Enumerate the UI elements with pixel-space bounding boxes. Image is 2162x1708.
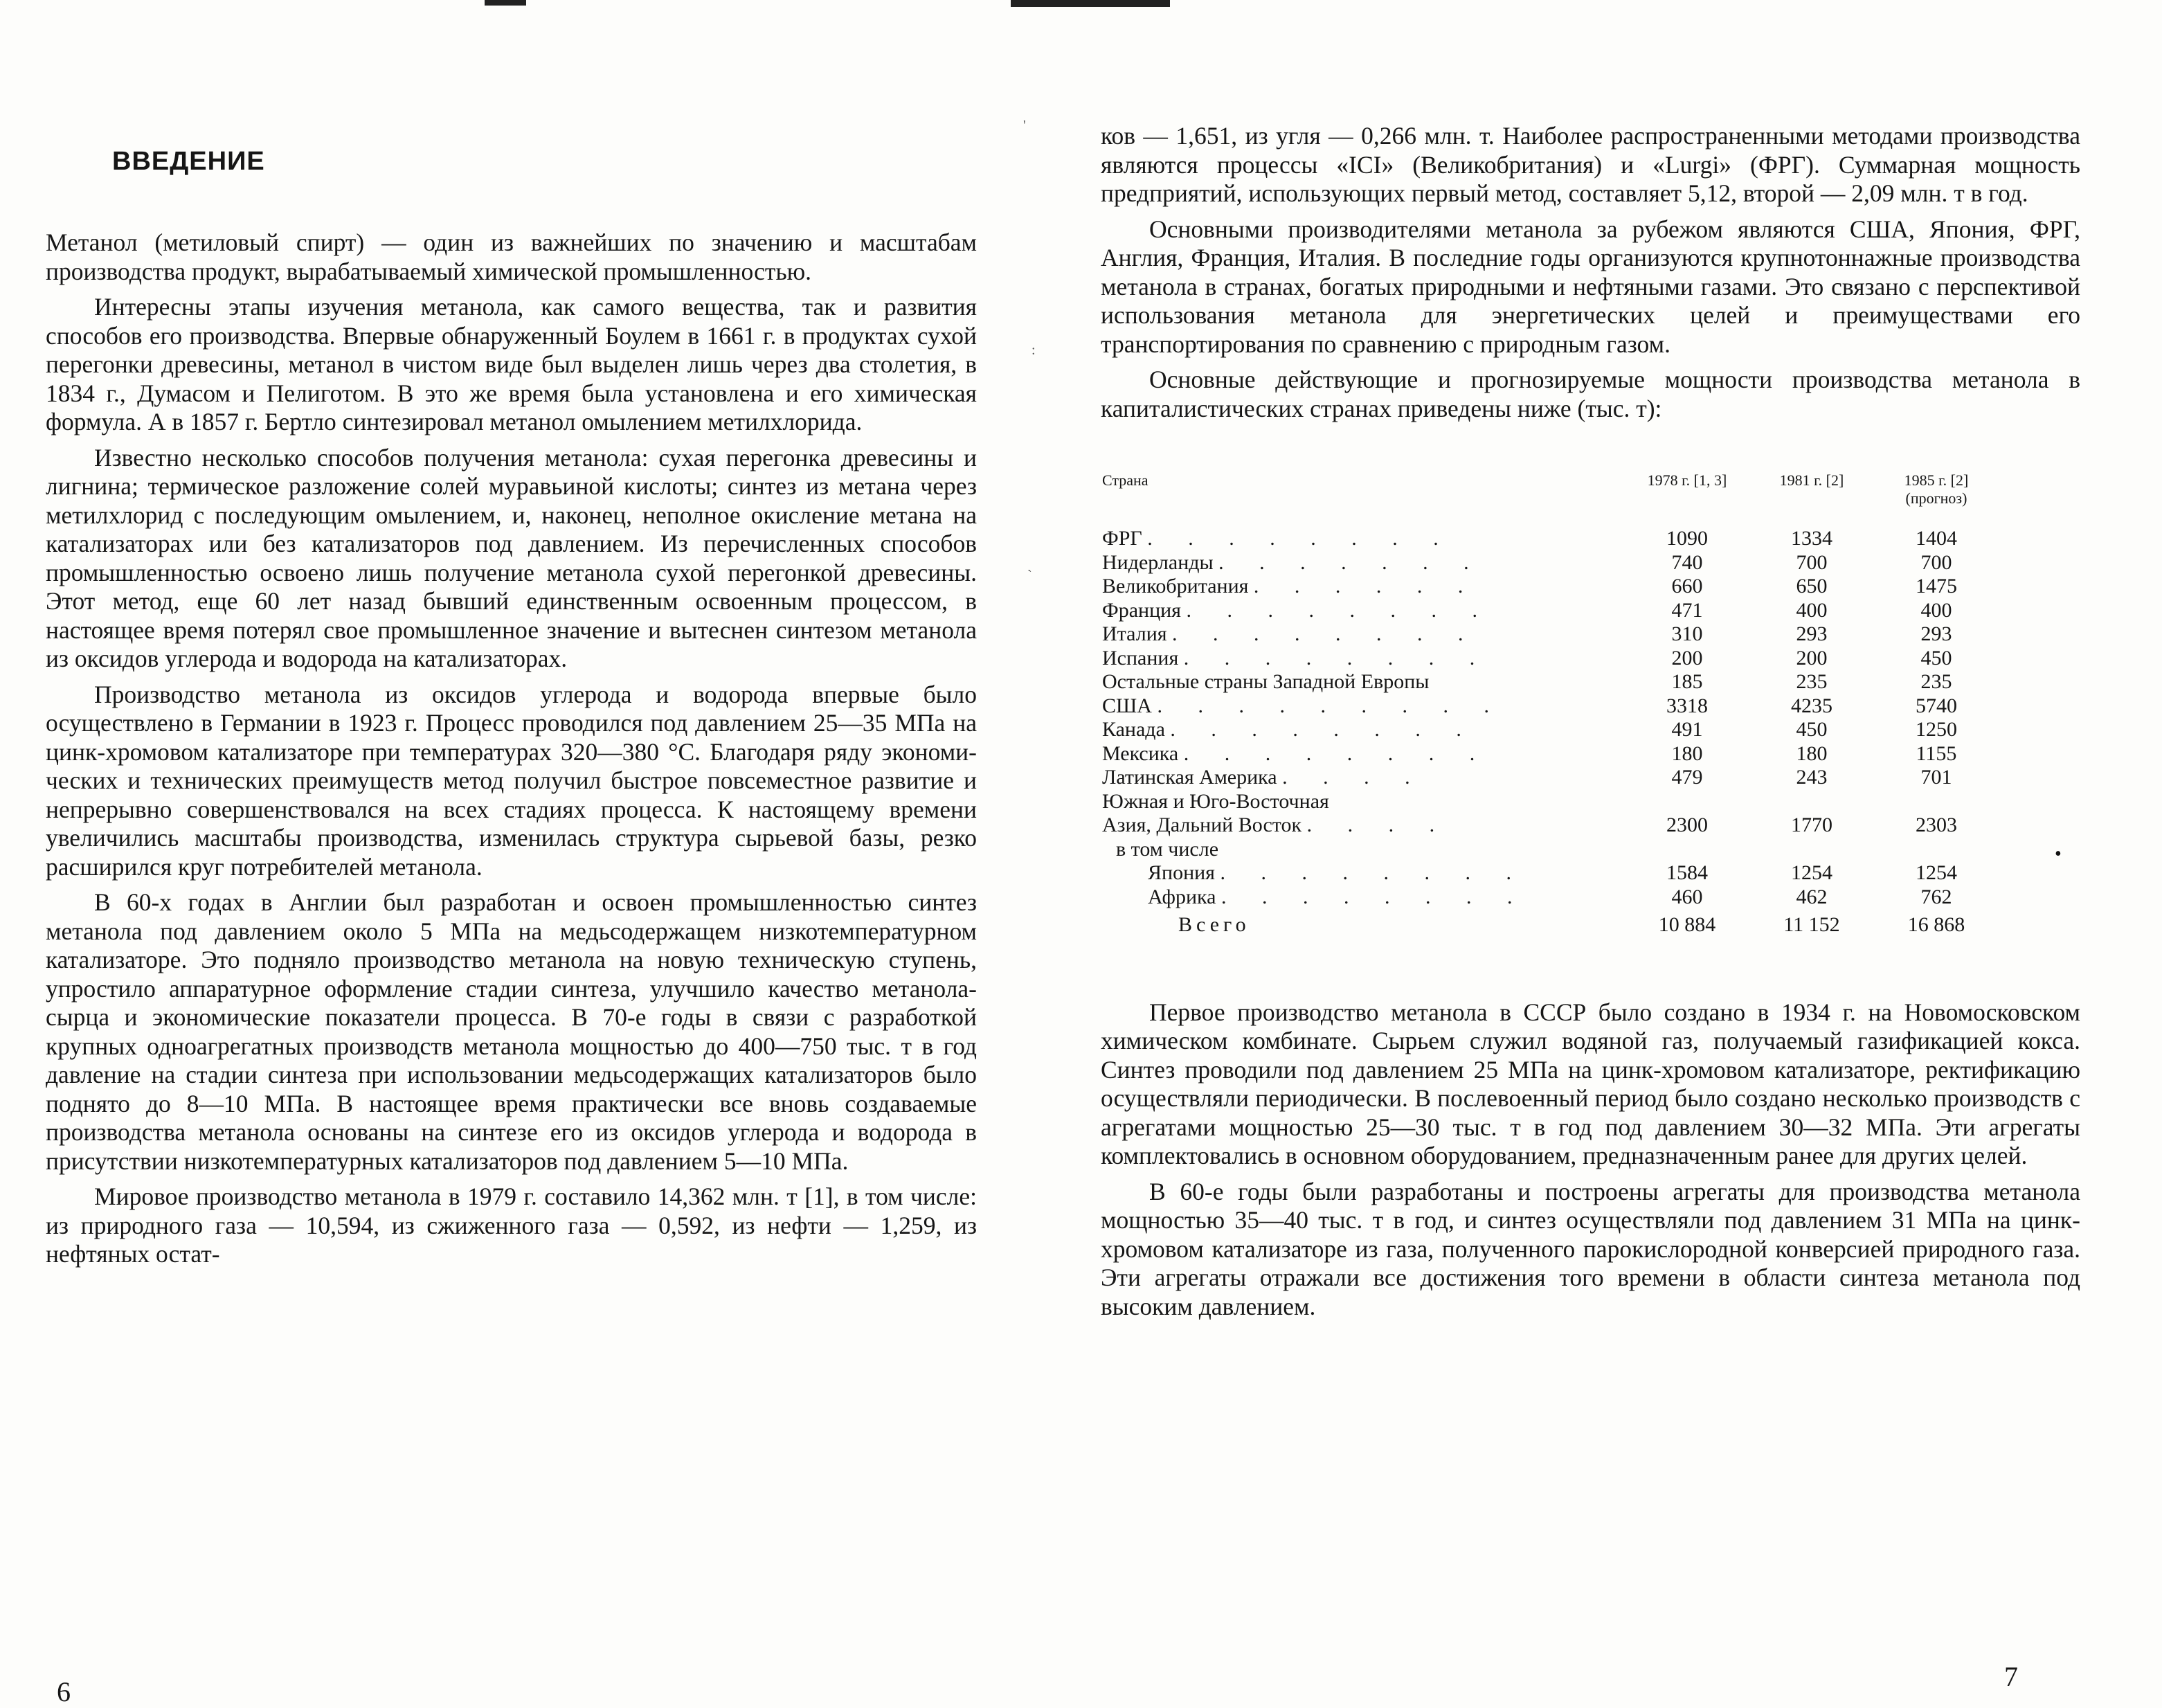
paragraph: Мировое производство метанола в 1979 г. составило 14,362 млн. т [1], в том числе: из природного газа — 10,594, из сжиженного газа — 0,592, из нефти — 1,259, из нефтяных остат-: [46, 1183, 977, 1268]
leader-dots: . . . . . . . .: [1183, 646, 1490, 669]
scan-speck: ': [1023, 118, 1026, 133]
value-1981: 235: [1796, 670, 1828, 693]
paragraph: В 60-е годы были разработаны и построены агрегаты для производства метанола мощностью 35—40 тыс. т в год, и синтез осуществляли под давлением 31 МПа на цинк-хромовом катализаторе из газа, полученного парокислородной конверсией природного газа. Эти агрегаты отражали все достижения того времени в области синтеза метанола под высоким давлением.: [1101, 1177, 2080, 1320]
table-row: [1102, 599, 1999, 623]
country-name: Африка: [1148, 885, 1216, 908]
value-1978: 491: [1671, 718, 1703, 741]
value-1978: 471: [1671, 598, 1703, 622]
value-1978: 1090: [1666, 527, 1708, 550]
paragraph: Интересны этапы изучения метанола, как самого вещества, так и развития способов его производства. Впервые обнаруженный Боулем в 1661 г. в продуктах сухой перегонки древесины, метанол в чистом виде был выделен лишь через два столетия, в 1834 г., Думасом и Пелиготом. В это же время была установлена и его химическая формула. А в 1857 г. Бертло синтезировал метанол омылением метилхлорида.: [46, 293, 977, 435]
leader-dots: . . . . . . . .: [1220, 861, 1526, 884]
table-row: [1102, 813, 1999, 838]
value-1978: 2300: [1666, 813, 1708, 836]
table-header-row: [1102, 471, 1999, 527]
left-text-column: [46, 228, 977, 1269]
methanol-capacity-table: [1102, 471, 1999, 937]
country-name: Латинская Америка: [1102, 766, 1277, 789]
value-1985: 1404: [1916, 527, 1957, 550]
table-row: [1102, 766, 1999, 790]
paragraph: Известно несколько способов получения метанола: сухая перегонка древесины и лигнина; термическое разложение солей муравьиной кислоты; синтез из метана через метилхлорид с последующим омылением, и, наконец, неполное окисление метана на катализаторах или без катализаторов под давлением. Из перечисленных способов промышленностью освоено лишь получение метанола сухой перегонкой древесины. Этот метод, еще 60 лет назад бывший единственным освоенным процессом, в настоящее время потерял свое промышленное значение и вытеснен синтезом метанола из оксидов углерода и водорода на катализаторах.: [46, 443, 977, 672]
value-1978: 200: [1671, 646, 1703, 669]
value-1981: 450: [1796, 718, 1828, 741]
column-header-1985: 1985 г. [2] (прогноз): [1904, 471, 1969, 507]
table-row: [1102, 551, 1999, 575]
scan-speck: `: [1027, 568, 1032, 583]
table-row: [1102, 742, 1999, 766]
country-name: Мексика: [1102, 741, 1179, 765]
leader-dots: . . . . . . . .: [1220, 885, 1528, 908]
section-heading: ВВЕДЕНИЕ: [112, 147, 265, 176]
table-row: [1102, 647, 1999, 671]
value-1981: 462: [1796, 885, 1828, 908]
value-1985: [1874, 838, 1999, 862]
value-1985: 450: [1920, 646, 1952, 669]
table-row: [1102, 790, 1999, 814]
leader-dots: . . . . . . . .: [1147, 527, 1454, 550]
column-header-1981: 1981 г. [2]: [1779, 471, 1844, 489]
value-1981: 1770: [1791, 813, 1832, 836]
country-name: Великобритания: [1102, 575, 1249, 597]
table-row: [1102, 670, 1999, 694]
paragraph: Основные действующие и прогнозируемые мощности производства метанола в капиталистических странах приведены ниже (тыс. т):: [1101, 366, 2080, 422]
country-name: Италия: [1102, 622, 1167, 645]
right-text-column: [1101, 122, 2080, 1321]
value-1981: 650: [1796, 575, 1828, 597]
country-name: в том числе: [1116, 837, 1219, 861]
table-row: [1102, 575, 1999, 599]
value-1981: [1749, 790, 1874, 814]
total-1981: 11 152: [1783, 913, 1840, 936]
value-1978: 310: [1671, 622, 1703, 645]
leader-dots: . . . . . . .: [1218, 550, 1484, 574]
value-1981: 243: [1796, 766, 1828, 789]
value-1978: [1625, 790, 1749, 814]
paragraph: Метанол (метиловый спирт) — один из важнейших по значению и масштабам производства продукт, вырабатываемый химической промышленностью.: [46, 228, 977, 285]
country-name: Остальные страны Западной Европы: [1102, 670, 1430, 693]
table-row: [1102, 694, 1999, 719]
value-1981: 4235: [1791, 694, 1832, 717]
leader-dots: . . . . . . . .: [1186, 598, 1493, 622]
value-1978: 180: [1671, 741, 1703, 765]
value-1985: 1155: [1916, 741, 1957, 765]
value-1981: [1749, 838, 1874, 862]
country-name: США: [1102, 694, 1152, 717]
country-name: Канада: [1102, 718, 1165, 741]
value-1978: 740: [1671, 550, 1703, 574]
right-page: [1066, 0, 2162, 1705]
value-1985: 700: [1920, 550, 1952, 574]
leader-dots: . . . . . . . .: [1170, 718, 1477, 741]
paragraph: Основными производителями метанола за рубежом являются США, Япония, ФРГ, Англия, Франция, Италия. В последние годы организуются крупнотоннажные производства метанола в странах, богатых природными и нефтяными газами. Это связано с перспективой использования метанола для энергетических целей и преимуществами его транспортирования по сравнению с природным газом.: [1101, 215, 2080, 358]
column-header-country: Страна: [1102, 471, 1148, 489]
leader-dots: . . . . . . . .: [1183, 741, 1490, 765]
country-name: Франция: [1102, 598, 1181, 622]
paragraph: Первое производство метанола в СССР было создано в 1934 г. на Новомосковском химическом комбинате. Сырьем служил водяной газ, получаемый газификацией кокса. Синтез проводили под давлением 25 МПа на цинк-хромовом катализаторе, ректификацию осуществляли периодически. В послевоенный период было создано несколько производств с агрегатами мощностью 25—30 тыс. т в год под давлением 30—32 МПа. Эти агрегаты комплектовались в основном оборудованием, предназначенным ранее для других целей.: [1101, 998, 2080, 1169]
paragraph: ков — 1,651, из угля — 0,266 млн. т. Наиболее распространенными методами производства являются процессы «ICI» (Великобритания) и «Lurgi» (ФРГ). Суммарная мощность предприятий, использующих первый метод, составляет 5,12, второй — 2,09 млн. т в год.: [1101, 122, 2080, 207]
value-1981: 200: [1796, 646, 1828, 669]
paragraph: Производство метанола из оксидов углерода и водорода впервые было осуществлено в Германии в 1923 г. Процесс проводился под давлением 25—35 МПа на цинк-хромовом катализаторе при температурах 320—380 °С. Благодаря ряду экономических и технических преимуществ метод получил быстрое повсеместное развитие и непрерывно совершенствовался на всех стадиях процесса. К настоящему времени увеличились масштабы производства, изменилась структура сырьевой базы, резко расширился круг потребителей метанола.: [46, 680, 977, 881]
table-row: [1102, 718, 1999, 742]
value-1985: [1874, 790, 1999, 814]
value-1978: 460: [1671, 885, 1703, 908]
leader-dots: . . . . . . . .: [1172, 622, 1479, 645]
value-1981: 700: [1796, 550, 1828, 574]
left-page: [0, 0, 1052, 1705]
leader-dots: . . . . . .: [1253, 575, 1479, 597]
value-1985: 5740: [1916, 694, 1957, 717]
value-1981: 400: [1796, 598, 1828, 622]
page-number: 7: [2004, 1661, 2018, 1692]
country-name: Нидерланды: [1102, 550, 1214, 574]
value-1985: 1250: [1916, 718, 1957, 741]
value-1978: 3318: [1666, 694, 1708, 717]
value-1985: 400: [1920, 598, 1952, 622]
value-1985: 2303: [1916, 813, 1957, 836]
total-label: Всего: [1178, 913, 1250, 936]
leader-dots: . . . .: [1282, 766, 1425, 789]
value-1985: 1475: [1916, 575, 1957, 597]
value-1981: 293: [1796, 622, 1828, 645]
country-name: Южная и Юго-Восточная: [1102, 789, 1329, 813]
scan-speck: •: [2055, 843, 2062, 865]
total-1985: 16 868: [1907, 913, 1965, 936]
value-1985: 235: [1920, 670, 1952, 693]
value-1978: [1625, 838, 1749, 862]
scan-speck: :: [1032, 343, 1036, 358]
value-1978: 660: [1671, 575, 1703, 597]
table-row: [1102, 527, 1999, 551]
table-row: [1102, 622, 1999, 647]
value-1985: 293: [1920, 622, 1952, 645]
table-total-row: [1102, 909, 1999, 937]
value-1978: 185: [1671, 670, 1703, 693]
page-number: 6: [57, 1676, 71, 1707]
value-1981: 1254: [1791, 861, 1832, 884]
leader-dots: . . . . . . . . .: [1157, 694, 1504, 717]
value-1978: 1584: [1666, 861, 1708, 884]
country-name: ФРГ: [1102, 527, 1142, 550]
value-1985: 762: [1920, 885, 1952, 908]
country-name: Испания: [1102, 646, 1179, 669]
value-1978: 479: [1671, 766, 1703, 789]
table-row: [1102, 886, 1999, 910]
value-1985: 701: [1920, 766, 1952, 789]
column-header-1978: 1978 г. [1, 3]: [1647, 471, 1727, 489]
table-row: [1102, 838, 1999, 862]
value-1981: 180: [1796, 741, 1828, 765]
country-name: Азия, Дальний Восток: [1102, 813, 1302, 836]
country-name: Япония: [1148, 861, 1215, 884]
value-1981: 1334: [1791, 527, 1832, 550]
value-1985: 1254: [1916, 861, 1957, 884]
paragraph: В 60-х годах в Англии был разработан и освоен промышленностью синтез метанола под давлением около 5 МПа на медьсодержащем низкотемпературном катализаторе. Это подняло производство метанола на новую техническую ступень, упростило аппаратурное оформление стадии синтеза, улучшило качество метанола-сырца и экономические показатели процесса. В 70-е годы в связи с разработкой крупных одноагрегатных производств метанола мощностью до 400—750 тыс. т в год давление на стадии синтеза при использовании медьсодержащих катализаторов было поднято до 8—10 МПа. В настоящее время практически все вновь создаваемые производства метанола основаны на синтезе его из оксидов углерода и водорода в присутствии низкотемпературных катализаторов под давлением 5—10 МПа.: [46, 888, 977, 1175]
leader-dots: . . . .: [1306, 813, 1450, 836]
table-row: [1102, 861, 1999, 886]
total-1978: 10 884: [1658, 913, 1716, 936]
